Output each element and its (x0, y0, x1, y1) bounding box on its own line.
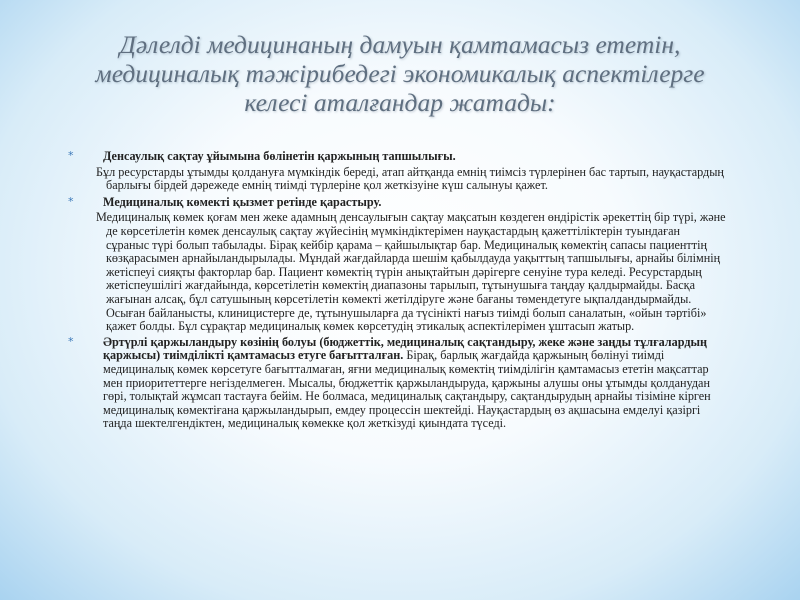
asterisk-bullet-icon: * (68, 194, 74, 208)
section1-body: Бұл ресурстарды ұтымды қолдануға мүмкіндік береді, атап айтқанда емнің тиімсіз түрлерінен бас тартып, науқастардың барлығы бірдей дәрежеде емнің тиімді түрлеріне қол жеткізуіне күш салынуы қажет. (96, 164, 724, 193)
bullet-item-1 (68, 150, 726, 164)
title-line-2: медициналық тәжірибедегі экономикалық аспектілерге (95, 59, 705, 88)
title-line-3: келесі аталғандар жатады: (244, 88, 556, 117)
asterisk-bullet-icon: * (68, 149, 74, 162)
section2-heading: Медициналық көмекті қызмет ретінде қарастыру. (103, 194, 382, 209)
bullet-item-3 (68, 336, 726, 431)
title-line-1: Дәлелді медицинаның дамуын қамтамасыз ететін, (119, 30, 681, 59)
section1-heading: Денсаулық сақтау ұйымына бөлінетін қаржының тапшылығы. (103, 149, 456, 163)
asterisk-bullet-icon: * (68, 334, 74, 348)
slide-title (40, 30, 760, 117)
section3-body: Бірақ, барлық жағдайда қаржының бөлінуі тиімді медициналық көмек көрсетуге бағытталмаған, яғни медициналық көмектің тиімділігін қамтамасыз ететін мақсаттар мен приоритеттерге негізделмеген. Мысалы, бюджеттік қаржыландыруда, қаржыны алушы оны ұтымды қолданудан гөрі, толықтай жұмсап тастауға бейім. Не болмаса, медициналық сақтандыру, сақтандырудың арнайы тізіміне кірген медициналық көмектіғана қаржыландырып, емдеу процессін шектейді. Науқастардың өз ақшасына емделуі қазіргі таңда шектелгендіктен, медициналық көмекке қол жеткізуді қиындата түседі. (103, 348, 711, 431)
section3-heading: Әртүрлі қаржыландыру көзінің болуы (бюджеттік, медициналық сақтандыру, жеке және заңды тұлғалардың қаржысы) тиімділікті қамтамасыз етуге бағытталған. (103, 334, 708, 363)
bullet-item-2 (68, 196, 726, 210)
section2-body: Медициналық көмек қоғам мен жеке адамның денсаулығын сақтау мақсатын көздеген өндірістік әрекеттің бір түрі, және де көрсетілетін көмек денсаулық сақтау жүйесінің мүмкіндіктерімен науқастардың қажеттіліктерін туындаған сұраныс түрі болып табылады. Бірақ кейбір қарама – қайшылықтар бар. Медициналық көмектің сапасы пациенттің көзқарасымен арнайыландырылады. Мұндай жағдайларда шешім қабылдауда уақыттың тапшылығы, арнайы білімнің жетіспеуі сияқты факторлар бар. Пациент көмектің түрін анықтайтын дәрігерге сенуіне тура келеді. Ресурстардың жетіспеушілігі жағдайында, көрсетілетін көмектің диапазоны тарылып, тұтынушыға таңдау қалдырмайды. Басқа жағынан алсақ, бұл сатушының көрсетілетін көмекті жетілдіруге және бағаны төмендетуге ықпалдандырмайды. Осыған байланысты, клиницистерге де, тұтынушыларға да түсінікті нағыз тиімді болып саналатын, «ойын тәртібі» қажет болды. Бұл сұрақтар медициналық көмек көрсетудің этикалық аспектілерімен ұштасып жатыр. (96, 210, 726, 334)
slide-content (68, 147, 726, 431)
